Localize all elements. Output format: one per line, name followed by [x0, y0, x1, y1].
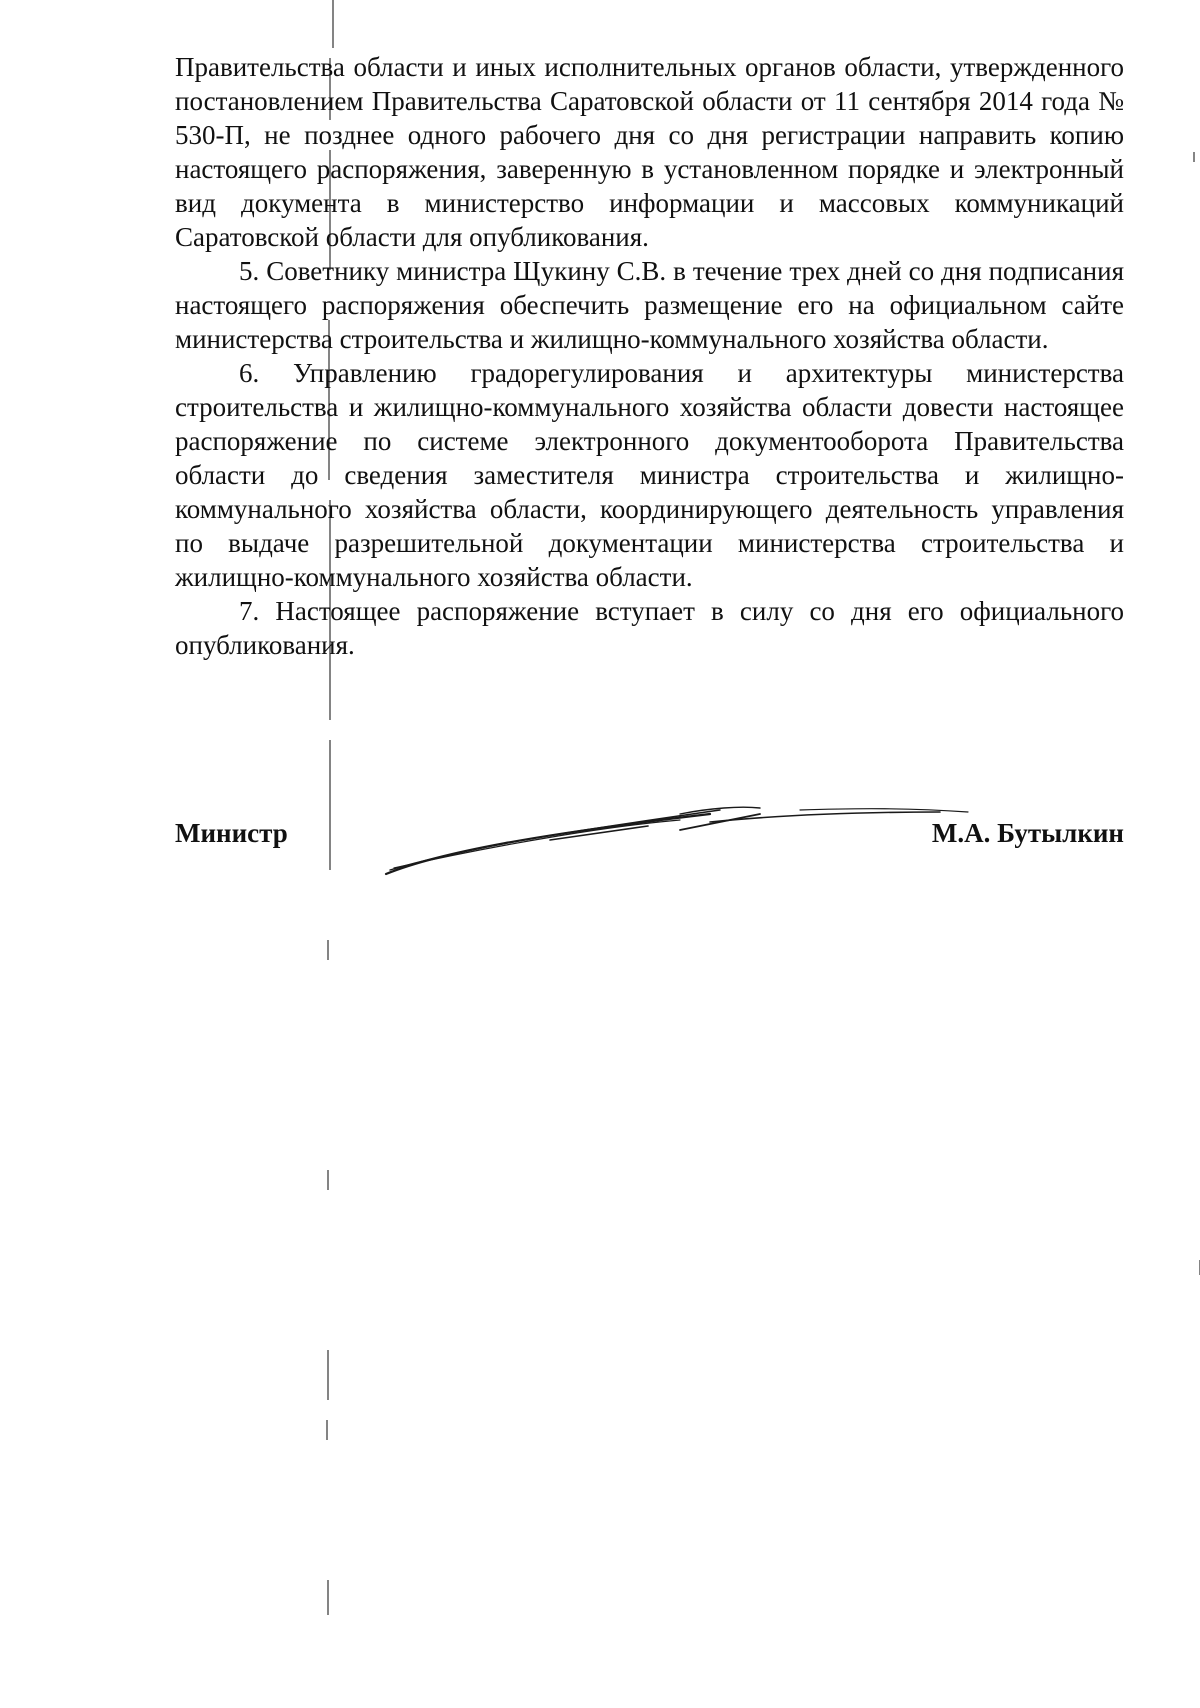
paragraph-item-7: 7. Настоящее распоряжение вступает в силу со дня его официального опубликования.: [175, 596, 1124, 660]
signature-block: [175, 818, 1124, 858]
paragraph-item-5: 5. Советнику министра Щукину С.В. в течение трех дней со дня подписания настоящего распоряжения обеспечить размещение его на официальном сайте министерства строительства и жилищно-коммунального хозяйства области.: [175, 256, 1124, 354]
paragraph-continuation: Правительства области и иных исполнительных органов области, утвержденного постановлением Правительства Саратовской области от 11 сентября 2014 года № 530-П, не позднее одного рабочего дня со дня регистрации направить копию настоящего распоряжения, заверенную в установленном порядке и электронный вид документа в министерство информации и массовых коммуникаций Саратовской области для опубликования.: [175, 52, 1124, 252]
signatory-title: Министр: [175, 818, 288, 848]
document-body: [175, 50, 1124, 662]
paragraph-item-6: 6. Управлению градорегулирования и архитектуры министерства строительства и жилищно-коммунального хозяйства области довести настоящее распоряжение по системе электронного документооборота Правительства области до сведения заместителя министра строительства и жилищно-коммунального хозяйства области, координирующего деятельность управления по выдаче разрешительной документации министерства строительства и жилищно-коммунального хозяйства области.: [175, 358, 1124, 592]
signatory-name: М.А. Бутылкин: [931, 818, 1124, 848]
